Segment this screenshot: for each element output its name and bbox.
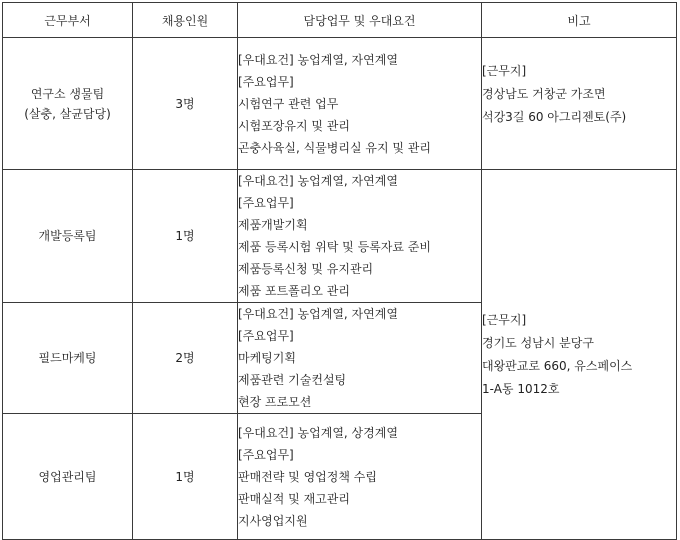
table-row bbox=[3, 170, 677, 303]
department-cell bbox=[3, 414, 133, 540]
duty-line: 마케팅기획 bbox=[238, 351, 296, 365]
department-subtitle: (살충, 살균담당) bbox=[24, 106, 111, 121]
department-name: 필드마케팅 bbox=[38, 351, 97, 365]
header-department: 근무부서 bbox=[3, 3, 133, 38]
header-notes: 비고 bbox=[482, 3, 677, 38]
department-name: 연구소 생물팀 bbox=[30, 86, 105, 101]
duty-line: [우대요건] 농업계열, 자연계열 bbox=[238, 174, 398, 188]
department-cell bbox=[3, 170, 133, 303]
duty-line: 시험포장유지 및 관리 bbox=[238, 118, 350, 133]
duty-line: 판매실적 및 재고관리 bbox=[238, 491, 350, 506]
duties-cell bbox=[238, 303, 482, 414]
note-line: 1-A동 1012호 bbox=[482, 381, 560, 396]
duty-line: 곤충사육실, 식물병리실 유지 및 관리 bbox=[238, 140, 431, 155]
duty-line: [주요업무] bbox=[238, 329, 294, 343]
headcount-cell: 3명 bbox=[133, 38, 238, 170]
note-line: 경기도 성남시 분당구 bbox=[482, 335, 594, 350]
duty-line: 지사영업지원 bbox=[238, 513, 308, 528]
department-cell bbox=[3, 38, 133, 170]
headcount-cell: 2명 bbox=[133, 303, 238, 414]
duties-cell bbox=[238, 38, 482, 170]
note-line: 대왕판교로 660, 유스페이스 bbox=[482, 358, 633, 373]
note-line: [근무지] bbox=[482, 312, 527, 327]
note-cell bbox=[482, 38, 677, 170]
note-line: [근무지] bbox=[482, 64, 527, 78]
headcount-cell: 1명 bbox=[133, 170, 238, 303]
duties-cell bbox=[238, 414, 482, 540]
duty-line: 제품개발기획 bbox=[238, 218, 308, 232]
note-cell bbox=[482, 170, 677, 540]
duty-line: [주요업무] bbox=[238, 447, 294, 462]
duty-line: 제품등록신청 및 유지관리 bbox=[238, 262, 374, 276]
duty-line: 제품 등록시험 위탁 및 등록자료 준비 bbox=[238, 240, 431, 254]
duty-line: 현장 프로모션 bbox=[238, 395, 312, 409]
duty-line: [우대요건] 농업계열, 자연계열 bbox=[238, 307, 398, 321]
department-name: 개발등록팀 bbox=[38, 229, 97, 243]
duty-line: 시험연구 관련 업무 bbox=[238, 96, 339, 111]
headcount-cell: 1명 bbox=[133, 414, 238, 540]
table-row bbox=[3, 38, 677, 170]
department-name: 영업관리팀 bbox=[38, 469, 97, 484]
recruitment-table bbox=[2, 2, 677, 540]
duty-line: [우대요건] 농업계열, 자연계열 bbox=[238, 52, 398, 67]
duty-line: [주요업무] bbox=[238, 196, 294, 210]
duty-line: [주요업무] bbox=[238, 74, 294, 89]
header-headcount: 채용인원 bbox=[133, 3, 238, 38]
department-cell bbox=[3, 303, 133, 414]
header-row bbox=[3, 3, 677, 38]
header-duties: 담당업무 및 우대요건 bbox=[238, 3, 482, 38]
duty-line: 제품관련 기술컨설팅 bbox=[238, 373, 347, 387]
duty-line: [우대요건] 농업계열, 상경계열 bbox=[238, 425, 398, 440]
note-line: 석강3길 60 아그리젠토(주) bbox=[482, 110, 627, 124]
duty-line: 판매전략 및 영업정책 수립 bbox=[238, 469, 377, 484]
duty-line: 제품 포트폴리오 관리 bbox=[238, 284, 350, 298]
note-line: 경상남도 거창군 가조면 bbox=[482, 87, 606, 101]
duties-cell bbox=[238, 170, 482, 303]
